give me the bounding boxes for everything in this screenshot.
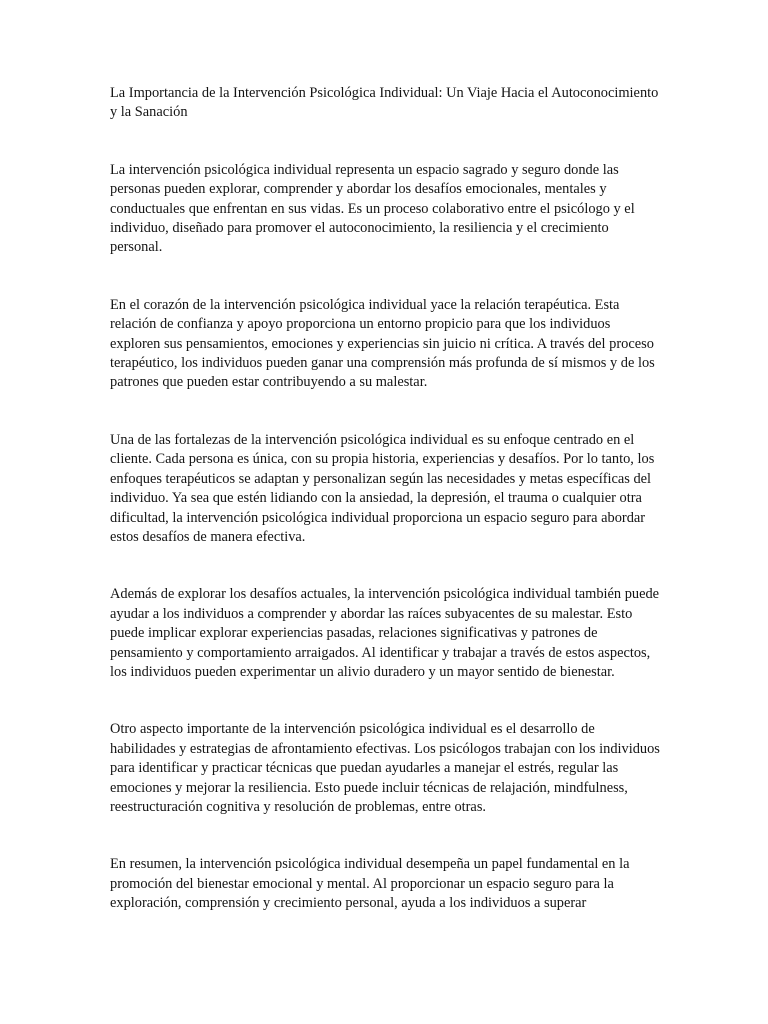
paragraph-1: La intervención psicológica individual representa un espacio sagrado y seguro donde las personas pueden explorar, comprender y abordar los desafíos emocionales, mentales y conductuales que enfrentan en sus vidas. Es un proceso colaborativo entre el psicólogo y el individuo, diseñado para promover el autoconocimiento, la resiliencia y el crecimiento personal. (110, 161, 635, 256)
paragraph-4: Además de explorar los desafíos actuales, la intervención psicológica individual también puede ayudar a los individuos a comprender y abordar las raíces subyacentes de su malestar. Esto puede implicar explorar experiencias pasadas, relaciones significativas y patrones de pensamiento y comportamiento arraigados. Al identificar y trabajar a través de estos aspectos, los individuos pueden experimentar un alivio duradero y un mayor sentido de bienestar. (110, 586, 660, 680)
document-page (110, 84, 660, 952)
paragraph-6: En resumen, la intervención psicológica individual desempeña un papel fundamental en la promoción del bienestar emocional y mental. Al proporcionar un espacio seguro para la exploración, comprensión y crecimiento personal, ayuda a los individuos a superar (110, 856, 630, 912)
document-title: La Importancia de la Intervención Psicológica Individual: Un Viaje Hacia el Autoconocimiento y la Sanación (110, 85, 659, 121)
paragraph-2: En el corazón de la intervención psicológica individual yace la relación terapéutica. Esta relación de confianza y apoyo proporciona un entorno propicio para que los individuos exploren sus pensamientos, emociones y experiencias sin juicio ni crítica. A través del proceso terapéutico, los individuos pueden ganar una comprensión más profunda de sí mismos y de los patrones que pueden estar contribuyendo a su malestar. (110, 296, 655, 391)
paragraph-3: Una de las fortalezas de la intervención psicológica individual es su enfoque centrado en el cliente. Cada persona es única, con su propia historia, experiencias y desafíos. Por lo tanto, los enfoques terapéuticos se adaptan y personalizan según las necesidades y metas específicas del individuo. Ya sea que estén lidiando con la ansiedad, la depresión, el trauma o cualquier otra dificultad, la intervención psicológica individual proporciona un espacio seguro para abordar estos desafíos de manera efectiva. (110, 431, 655, 545)
paragraph-5: Otro aspecto importante de la intervención psicológica individual es el desarrollo de habilidades y estrategias de afrontamiento efectivas. Los psicólogos trabajan con los individuos para identificar y practicar técnicas que puedan ayudarles a manejar el estrés, regular las emociones y mejorar la resiliencia. Esto puede incluir técnicas de relajación, mindfulness, reestructuración cognitiva y resolución de problemas, entre otras. (110, 721, 660, 815)
